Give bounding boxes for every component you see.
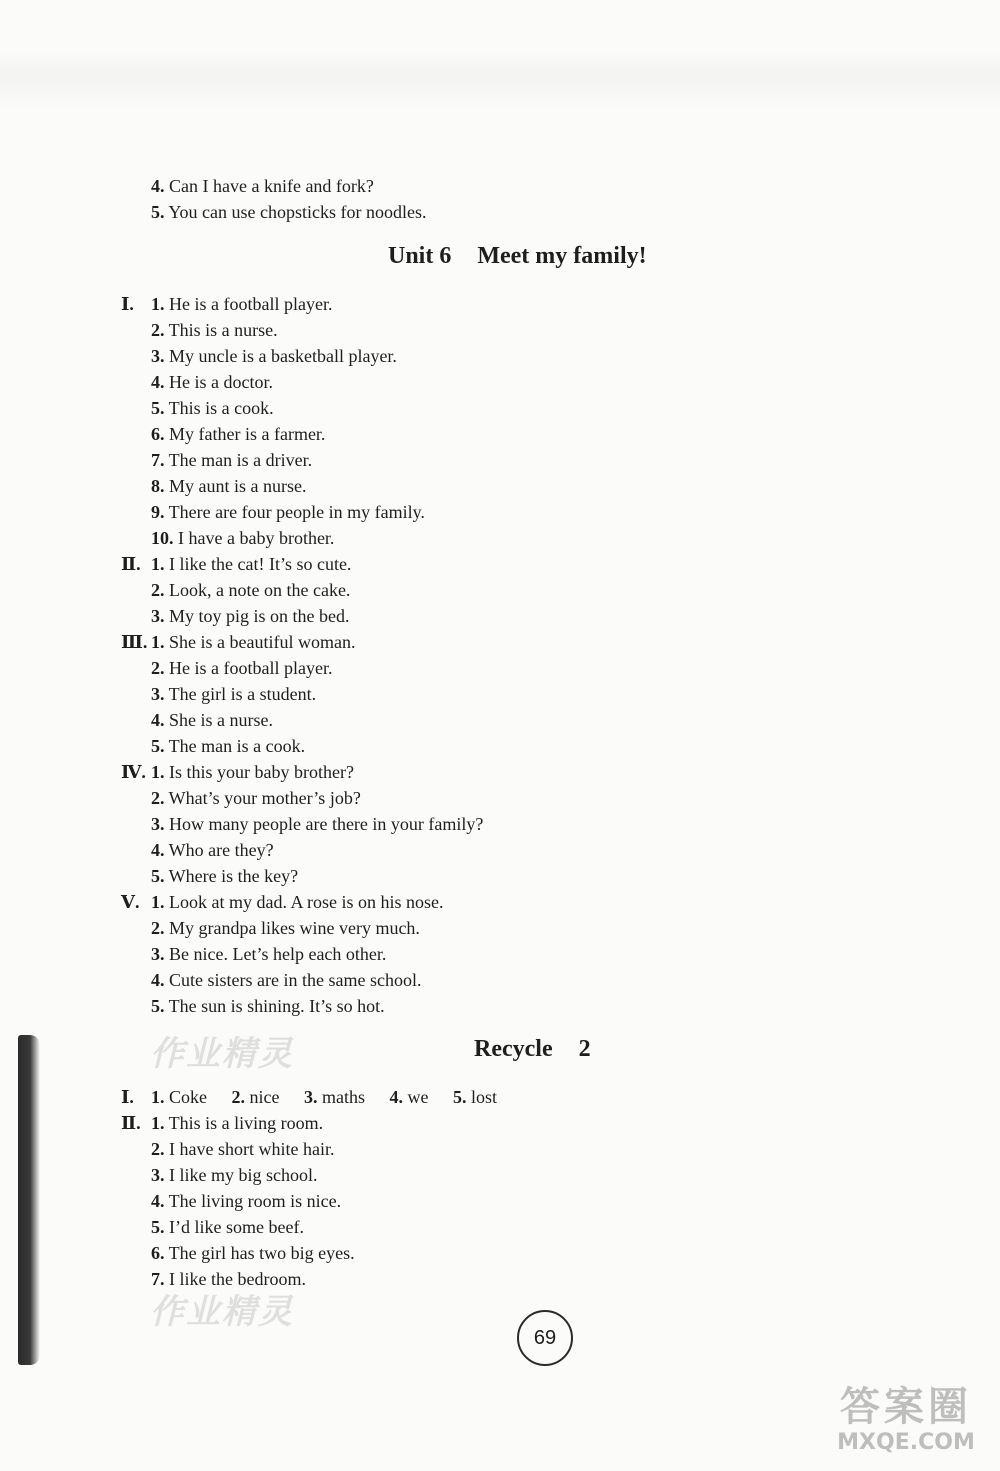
- list-item: 1. Look at my dad. A rose is on his nose.: [151, 892, 444, 912]
- answer-row: [151, 1085, 517, 1109]
- list-item: 3. My toy pig is on the bed.: [151, 606, 350, 626]
- site-logo: [818, 1385, 994, 1465]
- section-label: Ⅰ.: [121, 1087, 134, 1107]
- list-item: 2. Look, a note on the cake.: [151, 580, 351, 600]
- recycle-heading: Recycle 2: [474, 1036, 591, 1062]
- scan-edge-shadow: [18, 1035, 40, 1365]
- list-item: 3. I like my big school.: [151, 1165, 318, 1185]
- list-item: 3. My uncle is a basketball player.: [151, 346, 397, 366]
- list-item: 5. The man is a cook.: [151, 736, 306, 756]
- section-label: Ⅱ.: [121, 554, 141, 574]
- section-label: Ⅲ.: [121, 632, 148, 652]
- page-number: 69: [517, 1310, 573, 1366]
- list-item: 4. Can I have a knife and fork?: [151, 176, 374, 196]
- list-item: 4. She is a nurse.: [151, 710, 273, 730]
- list-item: 2. My grandpa likes wine very much.: [151, 918, 420, 938]
- list-item: 4. He is a doctor.: [151, 372, 273, 392]
- section-label: Ⅴ.: [121, 892, 140, 912]
- list-item: 1. This is a living room.: [151, 1113, 324, 1133]
- list-item: 4. Who are they?: [151, 840, 274, 860]
- list-item: 5. This is a cook.: [151, 398, 274, 418]
- section-label: Ⅳ.: [121, 762, 146, 782]
- list-item: 4. Cute sisters are in the same school.: [151, 970, 422, 990]
- list-item: 1. She is a beautiful woman.: [151, 632, 356, 652]
- list-item: 5. Where is the key?: [151, 866, 299, 886]
- site-logo-text: 答案圈: [840, 1384, 972, 1430]
- list-item: 10. I have a baby brother.: [151, 528, 335, 548]
- site-logo-url: MXQE.COM: [837, 1430, 975, 1455]
- list-item: 1. I like the cat! It’s so cute.: [151, 554, 352, 574]
- list-item: 3. How many people are there in your family?: [151, 814, 484, 834]
- list-item: 2. This is a nurse.: [151, 320, 278, 340]
- unit-heading: Unit 6 Meet my family!: [388, 243, 647, 269]
- list-item: 2. He is a football player.: [151, 658, 333, 678]
- answer-item: 3. maths: [303, 1087, 365, 1107]
- answer-item: 4. we: [389, 1087, 429, 1107]
- scan-smudge: [0, 50, 1000, 110]
- list-item: 8. My aunt is a nurse.: [151, 476, 307, 496]
- list-item: 2. What’s your mother’s job?: [151, 788, 361, 808]
- answer-item: 2. nice: [231, 1087, 280, 1107]
- list-item: 3. Be nice. Let’s help each other.: [151, 944, 387, 964]
- watermark: 作业精灵: [150, 1034, 294, 1074]
- section-label: Ⅰ.: [121, 294, 134, 314]
- list-item: 6. My father is a farmer.: [151, 424, 326, 444]
- list-item: 2. I have short white hair.: [151, 1139, 335, 1159]
- list-item: 1. Is this your baby brother?: [151, 762, 354, 782]
- answer-item: 5. lost: [452, 1087, 497, 1107]
- list-item: 3. The girl is a student.: [151, 684, 317, 704]
- watermark: 作业精灵: [150, 1292, 294, 1332]
- list-item: 5. The sun is shining. It’s so hot.: [151, 996, 385, 1016]
- answer-item: 1. Coke: [151, 1087, 207, 1107]
- list-item: 9. There are four people in my family.: [151, 502, 425, 522]
- list-item: 5. I’d like some beef.: [151, 1217, 304, 1237]
- section-label: Ⅱ.: [121, 1113, 141, 1133]
- list-item: 7. I like the bedroom.: [151, 1269, 306, 1289]
- list-item: 5. You can use chopsticks for noodles.: [151, 202, 427, 222]
- list-item: 1. He is a football player.: [151, 294, 333, 314]
- list-item: 4. The living room is nice.: [151, 1191, 342, 1211]
- list-item: 7. The man is a driver.: [151, 450, 313, 470]
- list-item: 6. The girl has two big eyes.: [151, 1243, 355, 1263]
